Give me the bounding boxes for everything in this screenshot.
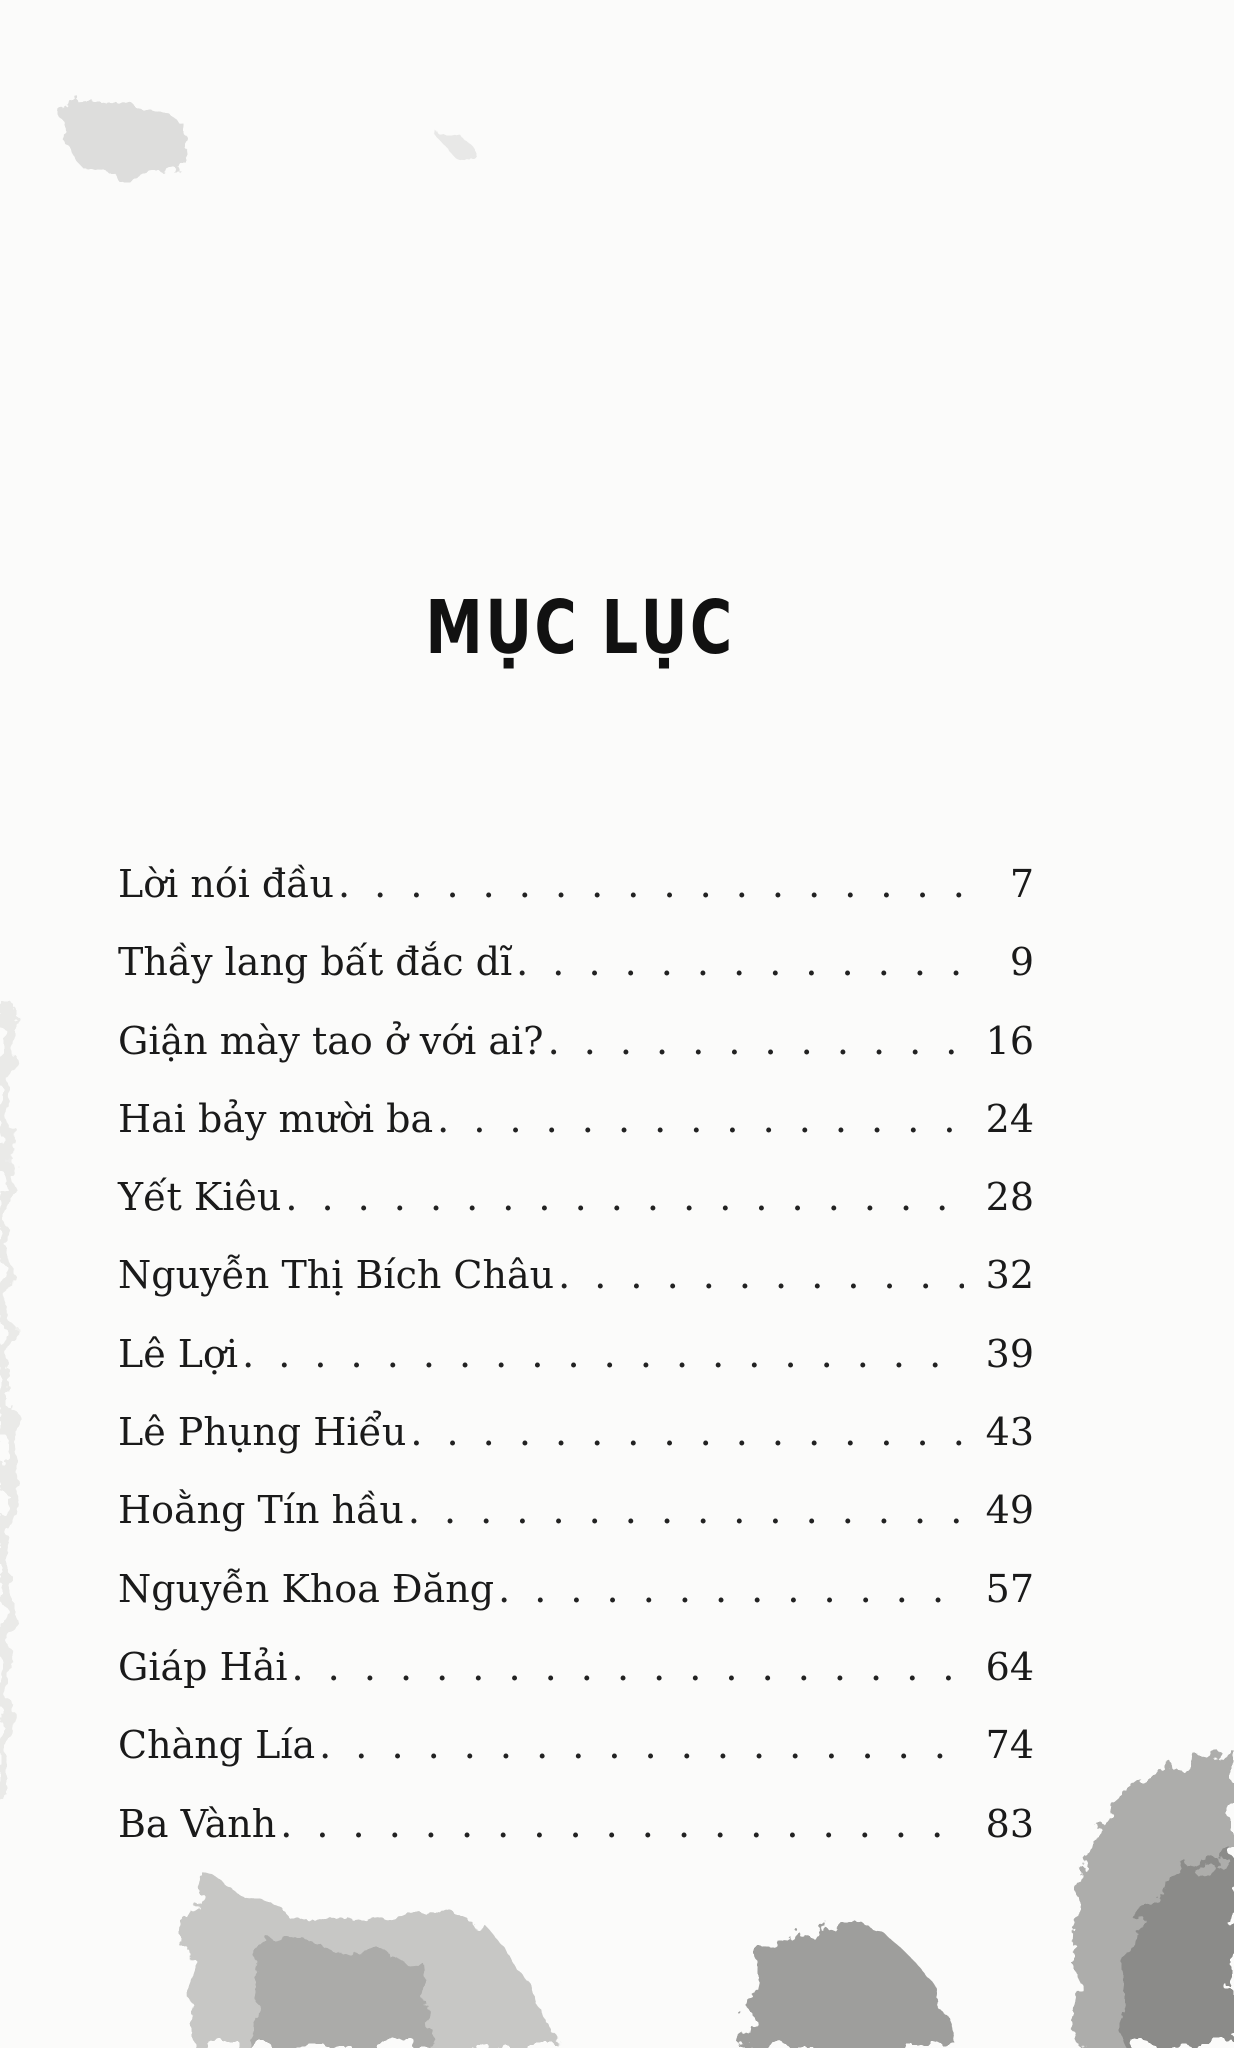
toc-entry	[118, 1315, 1034, 1393]
toc-entry-title: Lê Lợi	[118, 1331, 239, 1376]
toc-entry-title: Hai bảy mười ba	[118, 1096, 434, 1141]
toc-entry-title: Hoằng Tín hầu	[118, 1488, 404, 1533]
toc-entry	[118, 1393, 1034, 1471]
toc-entry-title: Giận mày tao ở với ai?	[118, 1018, 544, 1063]
toc-entry	[118, 1785, 1034, 1863]
toc-entry	[118, 1550, 1034, 1628]
toc-entry-page: 16	[985, 1018, 1034, 1063]
dot-leader	[410, 1393, 963, 1471]
toc-entry-title: Lời nói đầu	[118, 862, 335, 906]
toc-entry-title: Giáp Hải	[118, 1644, 288, 1689]
toc-entry-page: 7	[1009, 862, 1034, 906]
toc-entry-title: Nguyễn Khoa Đăng	[118, 1566, 495, 1611]
toc-entry-page: 64	[985, 1644, 1034, 1689]
toc-entry	[118, 1080, 1034, 1158]
dot-leader	[338, 845, 968, 923]
dot-leader	[516, 923, 968, 1001]
toc-entry-page: 43	[985, 1410, 1034, 1455]
dot-leader	[280, 1785, 963, 1863]
dot-leader	[437, 1080, 963, 1158]
toc-entry	[118, 1471, 1034, 1549]
toc-entry	[118, 1628, 1034, 1706]
toc-entry	[118, 1002, 1034, 1080]
toc-entry	[118, 1706, 1034, 1784]
dot-leader	[408, 1471, 964, 1549]
toc-entry	[118, 1236, 1034, 1314]
toc-entry-page: 83	[985, 1801, 1034, 1846]
toc-entry-title: Yết Kiêu	[118, 1175, 282, 1220]
toc-entry-page: 28	[985, 1175, 1034, 1220]
table-of-contents	[118, 845, 1034, 1863]
dot-leader	[242, 1315, 964, 1393]
dot-leader	[558, 1236, 964, 1314]
dot-leader	[292, 1628, 964, 1706]
toc-entry-page: 57	[985, 1566, 1034, 1611]
dot-leader	[319, 1706, 964, 1784]
page-title: MỤC LỤC	[425, 585, 735, 671]
toc-entry-title: Nguyễn Thị Bích Châu	[118, 1253, 555, 1298]
toc-entry-page: 39	[985, 1331, 1034, 1376]
dot-leader	[285, 1158, 963, 1236]
toc-entry-page: 74	[985, 1723, 1034, 1768]
dot-leader	[548, 1002, 964, 1080]
toc-entry-title: Chàng Lía	[118, 1723, 316, 1768]
toc-entry-title: Ba Vành	[118, 1801, 277, 1846]
toc-entry-page: 49	[985, 1488, 1034, 1533]
toc-entry-title: Thầy lang bất đắc dĩ	[118, 940, 513, 985]
toc-entry-page: 24	[985, 1096, 1034, 1141]
toc-entry	[118, 1158, 1034, 1236]
toc-entry-title: Lê Phụng Hiểu	[118, 1410, 407, 1455]
toc-entry	[118, 923, 1034, 1001]
toc-entry-page: 9	[1009, 940, 1034, 985]
toc-entry-page: 32	[985, 1253, 1034, 1298]
toc-entry	[118, 845, 1034, 923]
dot-leader	[498, 1550, 964, 1628]
